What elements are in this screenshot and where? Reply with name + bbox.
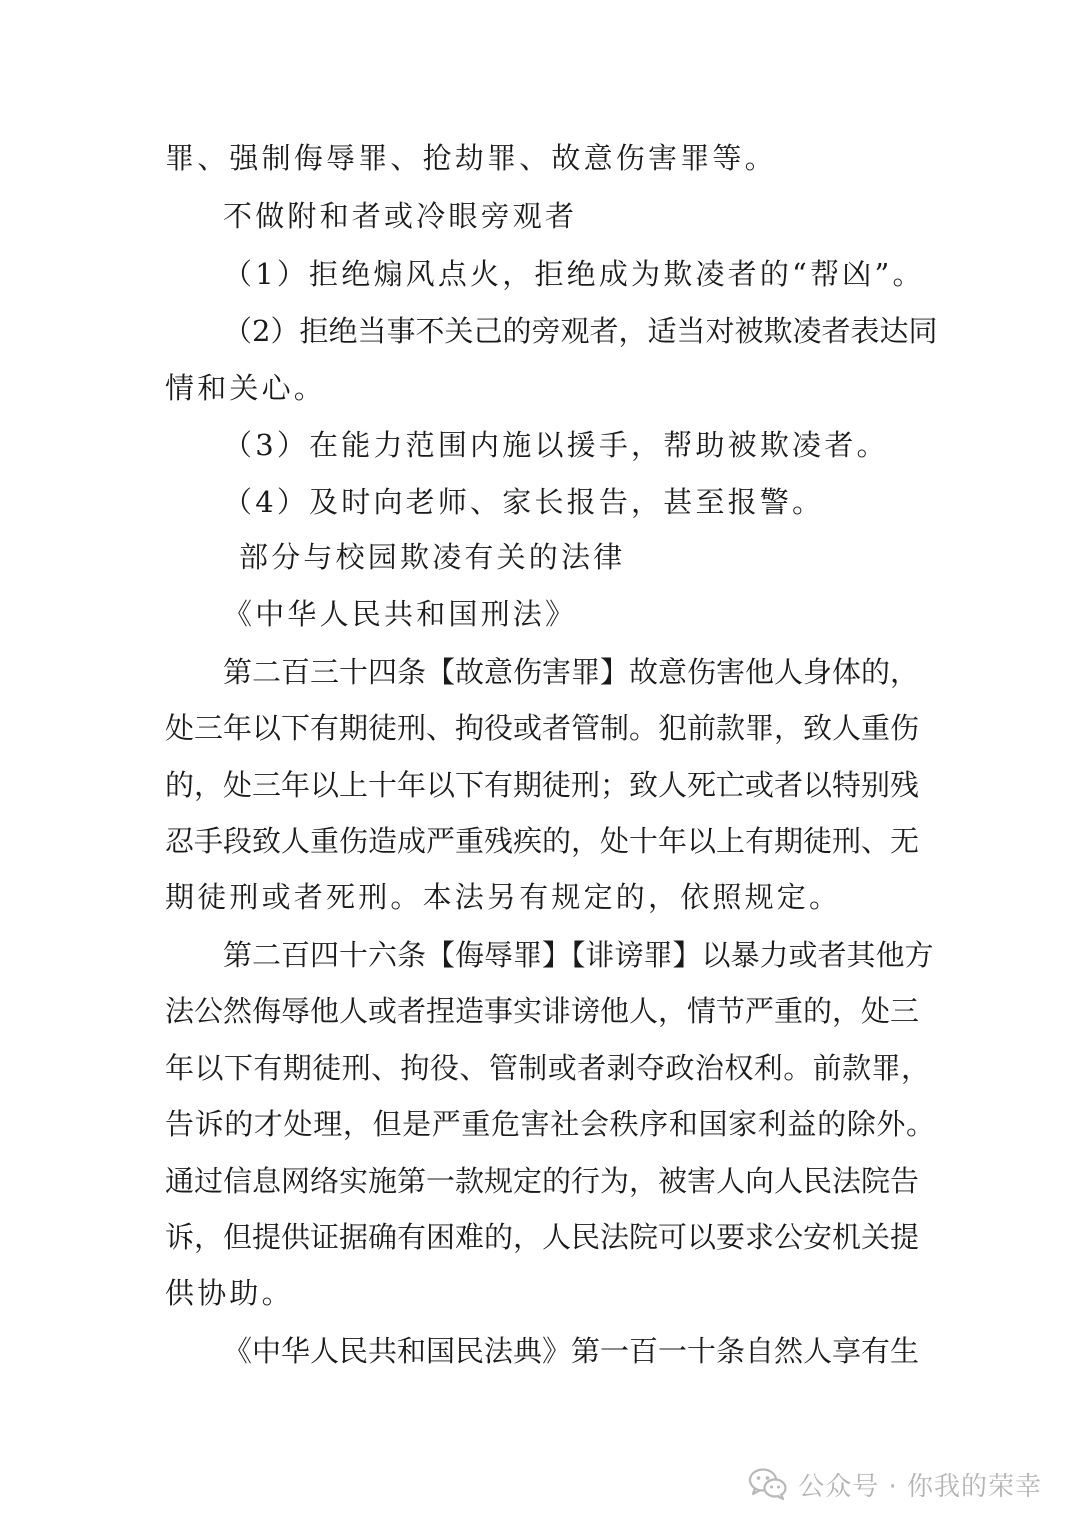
text-line: 处三年以下有期徒刑、拘役或者管制。犯前款罪，致人重伤 xyxy=(165,711,920,745)
text-line: 第二百三十四条【故意伤害罪】故意伤害他人身体的， xyxy=(223,655,920,689)
text-line: 诉，但提供证据确有困难的，人民法院可以要求公安机关提 xyxy=(165,1220,920,1254)
text-line: 《中华人民共和国民法典》第一百一十条自然人享有生 xyxy=(223,1334,920,1368)
list-item: （4）及时向老师、家长报告，甚至报警。 xyxy=(223,485,825,519)
section-heading: 部分与校园欺凌有关的法律 xyxy=(239,540,626,574)
text-line: 通过信息网络实施第一款规定的行为，被害人向人民法院告 xyxy=(165,1164,920,1198)
watermark xyxy=(748,1462,1042,1506)
law-title: 《中华人民共和国刑法》 xyxy=(223,597,578,631)
list-item: （1）拒绝煽风点火，拒绝成为欺凌者的“帮凶”。 xyxy=(223,257,925,291)
text-line: 告诉的才处理，但是严重危害社会秩序和国家利益的除外。 xyxy=(165,1107,935,1141)
watermark-text: 公众号 · 你我的荣幸 xyxy=(798,1471,1042,1502)
text-line: 第二百四十六条【侮辱罪】【诽谤罪】以暴力或者其他方 xyxy=(223,938,934,972)
text-line: 情和关心。 xyxy=(165,371,327,405)
text-line: 罪、强制侮辱罪、抢劫罪、故意伤害罪等。 xyxy=(165,141,777,175)
text-line: 法公然侮辱他人或者捏造事实诽谤他人，情节严重的，处三 xyxy=(165,994,920,1028)
text-line: 期徒刑或者死刑。本法另有规定的，依照规定。 xyxy=(165,880,842,914)
text-line: 忍手段致人重伤造成严重残疾的，处十年以上有期徒刑、无 xyxy=(165,824,920,858)
list-item: （3）在能力范围内施以援手，帮助被欺凌者。 xyxy=(223,428,889,462)
section-heading: 不做附和者或冷眼旁观者 xyxy=(223,199,578,233)
text-line: 供协助。 xyxy=(165,1276,294,1310)
text-line: 年以下有期徒刑、拘役、管制或者剥夺政治权利。前款罪， xyxy=(165,1051,930,1085)
wechat-icon xyxy=(748,1467,788,1501)
text-line: 的，处三年以上十年以下有期徒刑；致人死亡或者以特别残 xyxy=(165,768,920,802)
list-item: （2）拒绝当事不关己的旁观者，适当对被欺凌者表达同 xyxy=(223,314,938,348)
